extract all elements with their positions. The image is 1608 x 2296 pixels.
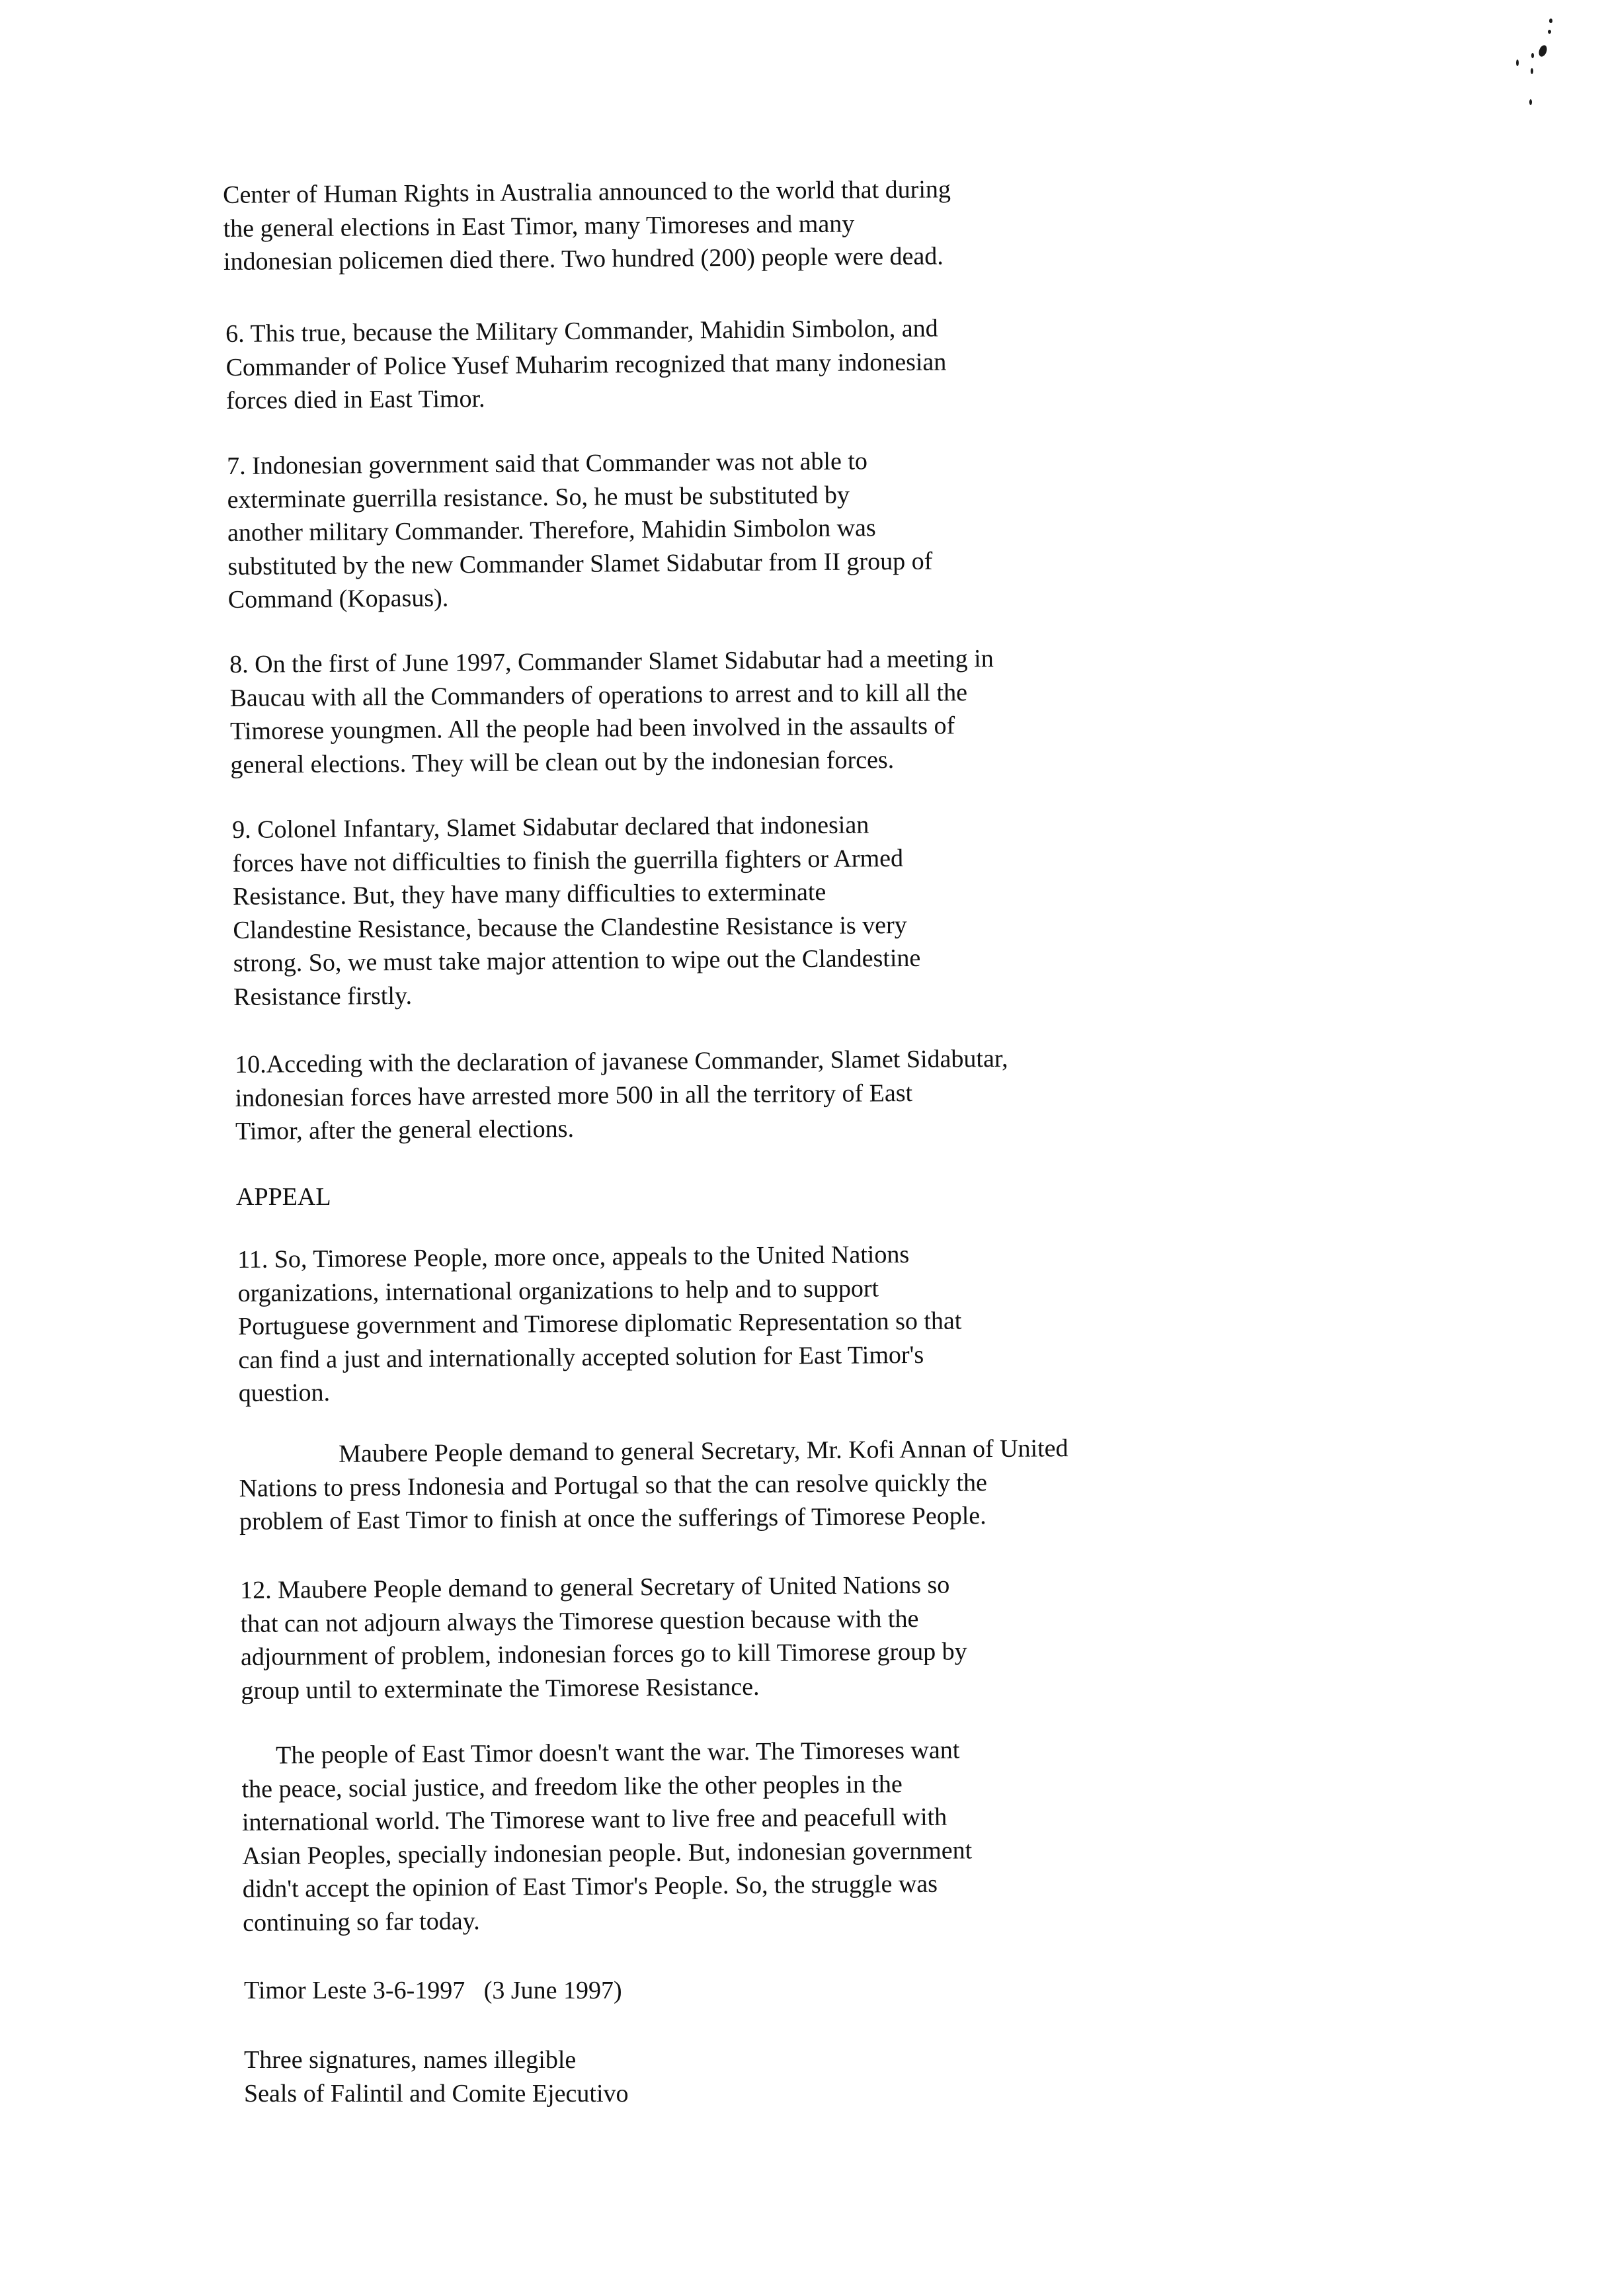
text-line: Asian Peoples, specially indonesian people. But, indonesian government: [242, 1836, 973, 1870]
text-line: Resistance firstly.: [233, 981, 413, 1011]
date-line: [244, 1974, 622, 2008]
scan-speck: [1537, 44, 1548, 58]
paragraph-6: [225, 311, 947, 417]
text-line: The people of East Timor doesn't want the war. The Timoreses want: [276, 1736, 960, 1770]
text-line: strong. So, we must take major attention to wipe out the Clandestine: [233, 944, 921, 977]
text-line: adjournment of problem, indonesian forces go to kill Timorese group by: [240, 1637, 967, 1671]
text-line: general elections. They will be clean out by the indonesian forces.: [230, 745, 895, 779]
text-line: substituted by the new Commander Slamet Sidabutar from II group of: [227, 547, 933, 581]
heading-text: APPEAL: [236, 1183, 331, 1211]
text-line: didn't accept the opinion of East Timor's People. So, the struggle was: [242, 1869, 938, 1903]
text-line: question.: [238, 1378, 331, 1407]
text-line: Maubere People demand to general Secretary, Mr. Kofi Annan of United: [339, 1434, 1068, 1468]
text-line: Clandestine Resistance, because the Clandestine Resistance is very: [233, 911, 907, 944]
text-line: the peace, social justice, and freedom like the other peoples in the: [241, 1770, 903, 1803]
paragraph-intro: [223, 173, 951, 278]
paragraph-11: [237, 1237, 962, 1410]
paragraph-10: [235, 1042, 1008, 1149]
text-line: continuing so far today.: [243, 1906, 480, 1937]
text-line: Baucau with all the Commanders of operations to arrest and to kill all the: [229, 678, 968, 712]
text-line: international world. The Timorese want to live free and peacefull with: [241, 1803, 947, 1836]
text-line: problem of East Timor to finish at once the sufferings of Timorese People.: [239, 1502, 986, 1536]
signature-note: [244, 2043, 629, 2110]
text-line: 11. So, Timorese People, more once, appeals to the United Nations: [237, 1241, 910, 1274]
text-line: Center of Human Rights in Australia announced to the world that during: [223, 175, 951, 209]
paragraph-7: [227, 444, 933, 617]
scan-speck: [1516, 60, 1519, 66]
text-line: 6. This true, because the Military Commander, Mahidin Simbolon, and: [225, 314, 938, 348]
text-line: that can not adjourn always the Timorese question because with the: [240, 1604, 919, 1638]
text-line: organizations, international organizations to help and to support: [237, 1274, 879, 1307]
text-line: another military Commander. Therefore, Mahidin Simbolon was: [227, 514, 876, 547]
text-line: Timor, after the general elections.: [235, 1114, 575, 1145]
scan-speck: [1548, 30, 1551, 34]
text-line: exterminate guerrilla resistance. So, he must be substituted by: [227, 481, 850, 514]
scan-speck: [1549, 19, 1552, 23]
text-line: 9. Colonel Infantary, Slamet Sidabutar declared that indonesian: [232, 811, 869, 844]
scan-speck: [1531, 53, 1534, 58]
paragraph-12: [240, 1568, 967, 1707]
text-line: Resistance. But, they have many difficulties to exterminate: [232, 878, 826, 911]
paragraph-8: [229, 642, 994, 782]
text-line: forces have not difficulties to finish the guerrilla fighters or Armed: [232, 844, 904, 878]
text-line: Command (Kopasus).: [227, 584, 449, 614]
paragraph-9: [232, 808, 921, 1014]
scan-speck: [1529, 99, 1532, 105]
scan-speck: [1531, 68, 1533, 74]
text-line: the general elections in East Timor, many Timoreses and many: [223, 210, 855, 243]
text-line: Commander of Police Yusef Muharim recognized that many indonesian: [225, 347, 947, 382]
heading-appeal: [236, 1180, 331, 1214]
text-line: 7. Indonesian government said that Commander was not able to: [227, 447, 868, 480]
text-line: indonesian forces have arrested more 500 in all the territory of East: [235, 1079, 913, 1112]
text-line: group until to exterminate the Timorese Resistance.: [241, 1672, 760, 1705]
text-line: 12. Maubere People demand to general Secretary of United Nations so: [240, 1571, 950, 1604]
text-line: 10.Acceding with the declaration of javanese Commander, Slamet Sidabutar,: [235, 1044, 1008, 1079]
text-line: Portuguese government and Timorese diplomatic Representation so that: [237, 1307, 962, 1340]
text-line: can find a just and internationally accepted solution for East Timor's: [238, 1340, 924, 1374]
paragraph-13: [241, 1733, 973, 1940]
text-line: Three signatures, names illegible: [244, 2046, 577, 2074]
text-line: Nations to press Indonesia and Portugal so that the can resolve quickly the: [239, 1468, 988, 1502]
paragraph-11-continued: [239, 1432, 1069, 1538]
text-line: Timor Leste 3-6-1997 (3 June 1997): [244, 1977, 622, 2004]
text-line: forces died in East Timor.: [225, 384, 485, 415]
text-line: indonesian policemen died there. Two hundred (200) people were dead.: [223, 242, 944, 276]
text-line: 8. On the first of June 1997, Commander Slamet Sidabutar had a meeting in: [229, 644, 994, 678]
text-line: Seals of Falintil and Comite Ejecutivo: [244, 2079, 629, 2108]
text-line: Timorese youngmen. All the people had been involved in the assaults of: [229, 712, 955, 745]
